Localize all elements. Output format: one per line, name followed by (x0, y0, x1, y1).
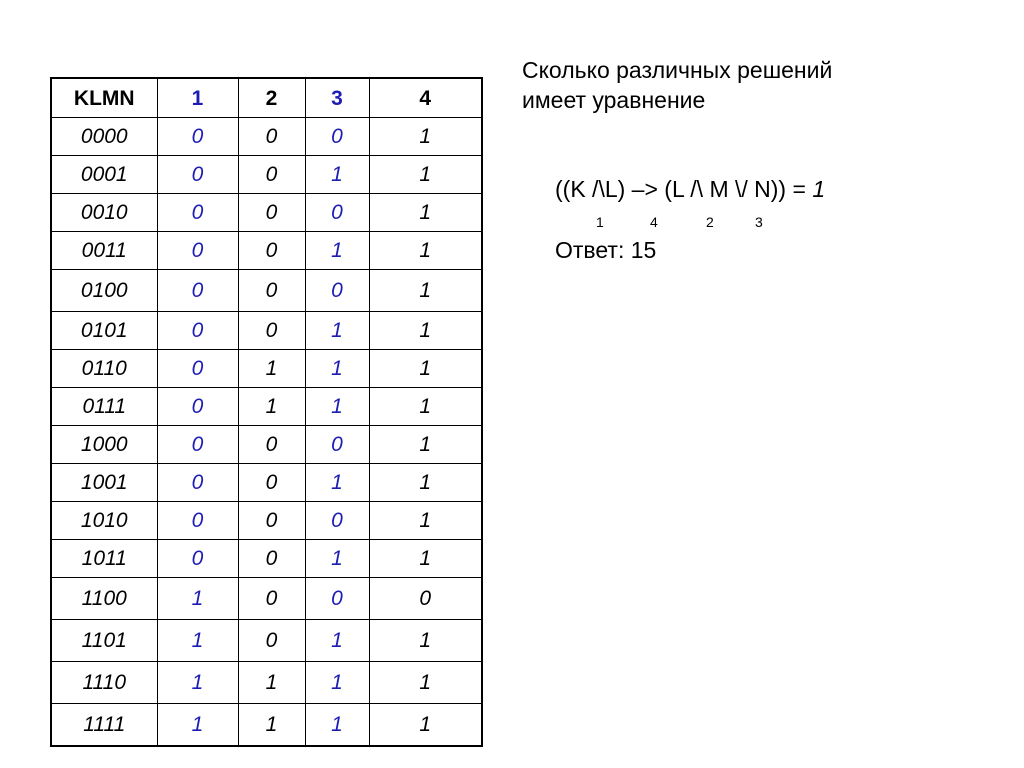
answer-value: 15 (630, 237, 657, 263)
cell-op-3: 1 (305, 312, 369, 350)
header-op-1: 1 (157, 78, 238, 118)
cell-klmn: 0110 (51, 350, 157, 388)
cell-op-4: 1 (369, 156, 482, 194)
table-row (51, 232, 482, 270)
cell-op-3: 1 (305, 388, 369, 426)
cell-op-2: 0 (238, 464, 305, 502)
cell-op-3: 1 (305, 620, 369, 662)
cell-klmn: 0101 (51, 312, 157, 350)
cell-op-1: 1 (157, 704, 238, 747)
cell-op-2: 0 (238, 118, 305, 156)
equation-rhs: 1 (812, 176, 826, 202)
cell-op-2: 0 (238, 312, 305, 350)
cell-klmn: 0100 (51, 270, 157, 312)
question (522, 55, 832, 115)
cell-klmn: 1111 (51, 704, 157, 747)
cell-op-2: 1 (238, 388, 305, 426)
cell-klmn: 1101 (51, 620, 157, 662)
cell-op-3: 1 (305, 704, 369, 747)
cell-op-4: 1 (369, 464, 482, 502)
cell-klmn: 1001 (51, 464, 157, 502)
cell-op-4: 1 (369, 118, 482, 156)
cell-klmn: 0011 (51, 232, 157, 270)
question-line-2: имеет уравнение (522, 87, 706, 113)
cell-op-2: 0 (238, 156, 305, 194)
table-row (51, 194, 482, 232)
cell-op-4: 1 (369, 350, 482, 388)
truth-table (50, 77, 483, 747)
cell-op-2: 1 (238, 704, 305, 747)
table-row (51, 312, 482, 350)
op-order-4: 3 (755, 214, 763, 230)
cell-op-4: 1 (369, 270, 482, 312)
header-klmn: KLMN (51, 78, 157, 118)
cell-op-1: 0 (157, 312, 238, 350)
equation-lhs: ((K /\L) –> (L /\ M \/ N)) = (555, 176, 813, 202)
cell-op-1: 0 (157, 388, 238, 426)
cell-op-1: 1 (157, 620, 238, 662)
cell-op-1: 1 (157, 578, 238, 620)
cell-op-3: 1 (305, 464, 369, 502)
cell-klmn: 1100 (51, 578, 157, 620)
cell-klmn: 1010 (51, 502, 157, 540)
cell-op-2: 0 (238, 540, 305, 578)
cell-op-2: 1 (238, 350, 305, 388)
cell-op-2: 1 (238, 662, 305, 704)
cell-op-4: 1 (369, 426, 482, 464)
table-body (51, 118, 482, 747)
cell-op-1: 0 (157, 350, 238, 388)
cell-op-1: 0 (157, 194, 238, 232)
cell-op-3: 0 (305, 194, 369, 232)
cell-op-2: 0 (238, 426, 305, 464)
cell-op-2: 0 (238, 578, 305, 620)
cell-op-1: 0 (157, 540, 238, 578)
table-row (51, 704, 482, 747)
table-row (51, 620, 482, 662)
table-row (51, 662, 482, 704)
cell-op-3: 1 (305, 156, 369, 194)
cell-op-1: 0 (157, 156, 238, 194)
op-order-2: 4 (650, 214, 658, 230)
cell-op-2: 0 (238, 620, 305, 662)
cell-op-3: 1 (305, 350, 369, 388)
cell-op-4: 1 (369, 620, 482, 662)
cell-op-1: 0 (157, 426, 238, 464)
cell-klmn: 1110 (51, 662, 157, 704)
cell-op-4: 0 (369, 578, 482, 620)
header-row (51, 78, 482, 118)
cell-op-3: 1 (305, 540, 369, 578)
cell-op-3: 0 (305, 502, 369, 540)
cell-op-3: 0 (305, 578, 369, 620)
cell-op-1: 0 (157, 502, 238, 540)
answer-label: Ответ: (555, 237, 625, 263)
cell-op-4: 1 (369, 388, 482, 426)
cell-klmn: 0111 (51, 388, 157, 426)
cell-op-2: 0 (238, 232, 305, 270)
table-row (51, 464, 482, 502)
answer (555, 237, 656, 264)
cell-op-4: 1 (369, 232, 482, 270)
cell-op-3: 0 (305, 270, 369, 312)
cell-klmn: 1011 (51, 540, 157, 578)
table-row (51, 118, 482, 156)
header-op-2: 2 (238, 78, 305, 118)
cell-op-3: 1 (305, 232, 369, 270)
cell-op-4: 1 (369, 312, 482, 350)
table-row (51, 388, 482, 426)
table-row (51, 350, 482, 388)
cell-op-3: 0 (305, 118, 369, 156)
cell-klmn: 0000 (51, 118, 157, 156)
cell-op-1: 0 (157, 118, 238, 156)
cell-op-4: 1 (369, 194, 482, 232)
header-op-3: 3 (305, 78, 369, 118)
question-line-1: Сколько различных решений (522, 57, 833, 83)
cell-op-3: 0 (305, 426, 369, 464)
cell-op-2: 0 (238, 502, 305, 540)
table-row (51, 502, 482, 540)
op-order-1: 1 (596, 214, 604, 230)
cell-op-1: 0 (157, 232, 238, 270)
table-row (51, 270, 482, 312)
cell-klmn: 0010 (51, 194, 157, 232)
table-row (51, 540, 482, 578)
cell-op-4: 1 (369, 540, 482, 578)
table-row (51, 426, 482, 464)
cell-op-4: 1 (369, 704, 482, 747)
header-op-4: 4 (369, 78, 482, 118)
equation (555, 176, 825, 203)
cell-op-2: 0 (238, 194, 305, 232)
cell-op-1: 1 (157, 662, 238, 704)
op-order-3: 2 (706, 214, 714, 230)
cell-op-3: 1 (305, 662, 369, 704)
cell-op-2: 0 (238, 270, 305, 312)
cell-klmn: 0001 (51, 156, 157, 194)
cell-op-4: 1 (369, 502, 482, 540)
table-row (51, 578, 482, 620)
cell-op-4: 1 (369, 662, 482, 704)
cell-op-1: 0 (157, 464, 238, 502)
cell-klmn: 1000 (51, 426, 157, 464)
table-row (51, 156, 482, 194)
cell-op-1: 0 (157, 270, 238, 312)
